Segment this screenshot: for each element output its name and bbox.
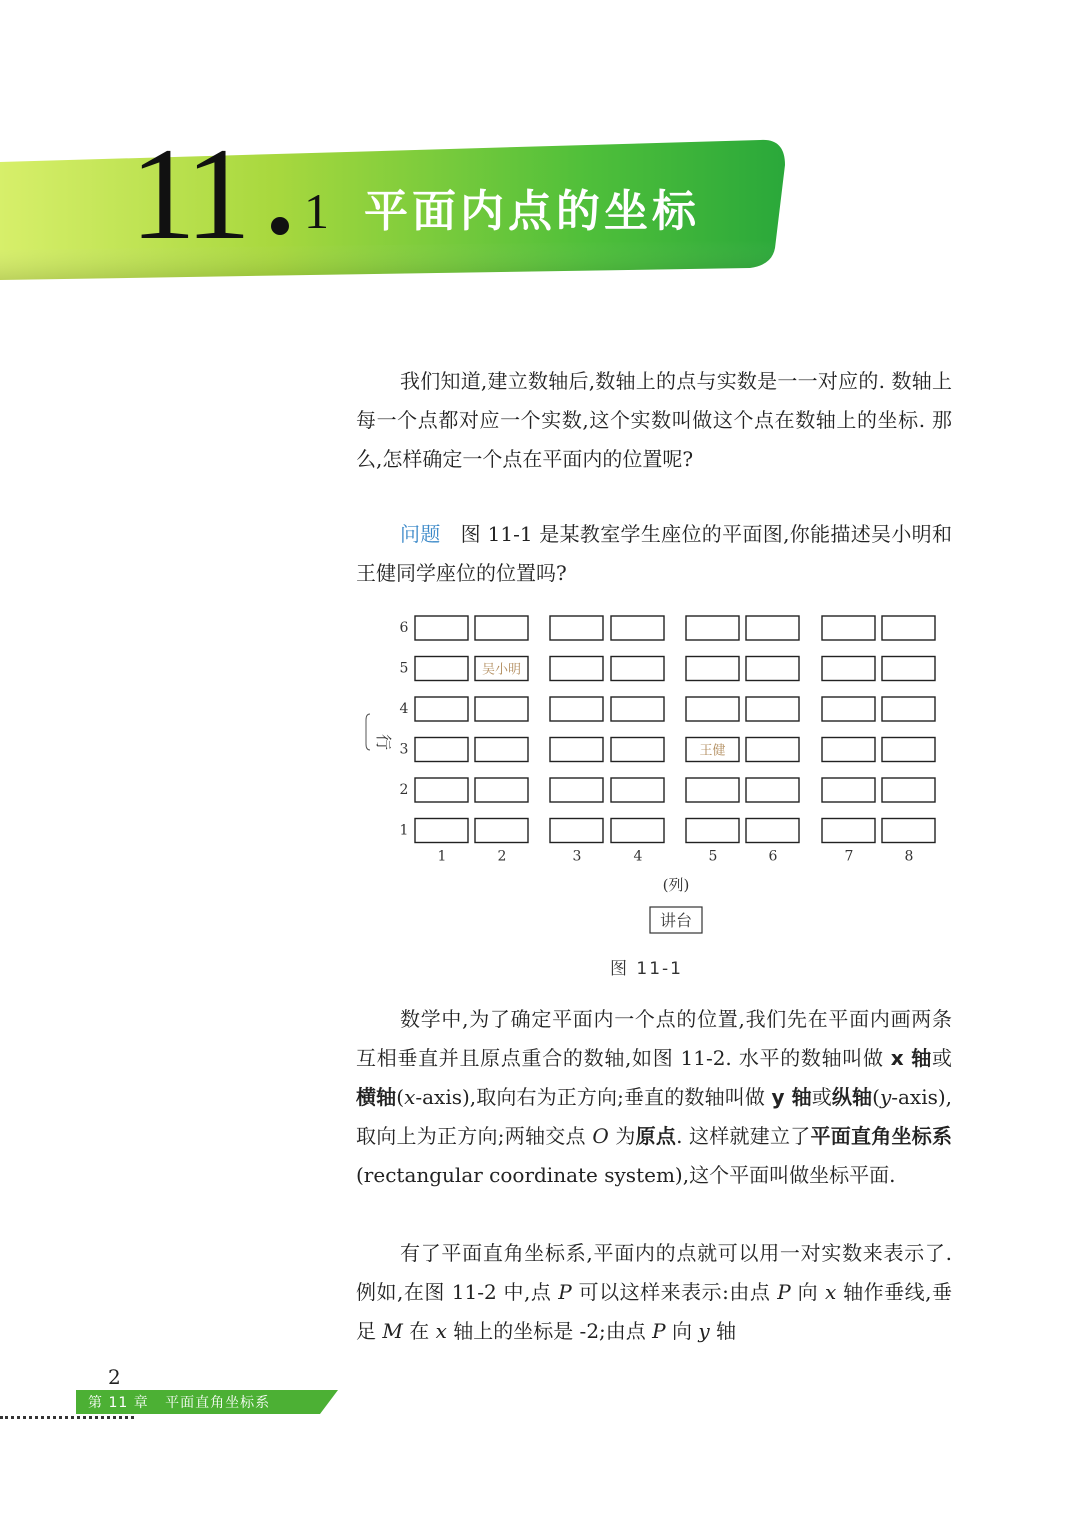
seat-desk <box>611 616 664 640</box>
seat-desk <box>475 616 528 640</box>
seat-desk <box>550 697 603 721</box>
intro-paragraph: 我们知道,建立数轴后,数轴上的点与实数是一一对应的. 数轴上每一个点都对应一个实数,这个实数叫做这个点在数轴上的坐标. 那么,怎样确定一个点在平面内的位置呢? <box>356 369 952 471</box>
seat-desk <box>611 738 664 762</box>
seat-desk <box>550 819 603 843</box>
seat-desk <box>882 778 935 802</box>
coordinate-system-paragraph <box>356 1000 952 1195</box>
text-segment: 或 <box>932 1046 952 1070</box>
footer-chapter-label: 第 11 章 平面直角坐标系 <box>88 1395 271 1411</box>
text-segment: -axis),取向上为正方向;两轴交点 <box>356 1085 953 1148</box>
seat-desk <box>822 697 875 721</box>
footer-dotted-rule <box>0 1416 134 1419</box>
row-label: 2 <box>399 782 409 798</box>
text-segment: 有了平面直角坐标系,平面内的点就可以用一对实数来表示了. 例如,在图 11-2 中,点 <box>356 1241 952 1304</box>
seat-desk <box>882 616 935 640</box>
seat-desk <box>686 616 739 640</box>
problem-text: 图 11-1 是某教室学生座位的平面图,你能描述吴小明和王健同学座位的位置吗? <box>356 522 952 585</box>
seat-desk <box>746 738 799 762</box>
seat-desk <box>475 697 528 721</box>
column-label: 5 <box>708 848 718 865</box>
seat-desk <box>746 697 799 721</box>
text-segment: 轴上的坐标是 -2;由点 <box>446 1319 653 1343</box>
text-segment: 轴 <box>709 1319 736 1343</box>
seat-desk <box>475 738 528 762</box>
row-label: 5 <box>399 660 409 677</box>
text-segment: ( <box>396 1085 405 1109</box>
seat-desk <box>882 657 935 681</box>
seat-desk <box>746 657 799 681</box>
seat-desk <box>686 697 739 721</box>
text-segment: (rectangular coordinate system),这个平面叫做坐标平面. <box>356 1163 896 1187</box>
figure-caption: 图 11-1 <box>610 959 683 979</box>
column-label: 7 <box>844 848 854 865</box>
term-coordinate-system: 平面直角坐标系 <box>810 1124 953 1148</box>
seat-desk <box>415 657 468 681</box>
seat-desk <box>686 657 739 681</box>
seat-desk <box>550 778 603 802</box>
text-segment: . 这样就建立了 <box>676 1124 811 1148</box>
text-segment: 向 <box>665 1319 699 1343</box>
seat-desk <box>415 697 468 721</box>
column-axis-label: (列) <box>662 876 690 894</box>
term-horizontal-axis: 横轴 <box>356 1085 397 1109</box>
term-vertical-axis: 纵轴 <box>831 1085 873 1109</box>
seat-desk <box>686 819 739 843</box>
page-number: 2 <box>108 1365 121 1389</box>
seat-desk <box>746 778 799 802</box>
seat-desk <box>415 616 468 640</box>
var-x: x <box>435 1319 447 1343</box>
var-p: P <box>777 1280 791 1304</box>
seat-desk <box>822 657 875 681</box>
seat-desk <box>550 738 603 762</box>
row-label: 1 <box>399 822 409 839</box>
seat-desk <box>611 657 664 681</box>
text-segment: 为 <box>608 1124 636 1148</box>
text-segment: 或 <box>811 1085 832 1109</box>
text-segment: 在 <box>402 1319 436 1343</box>
var-p: P <box>652 1319 666 1343</box>
text-segment: 轴作垂线,垂足 <box>356 1280 953 1343</box>
column-label: 2 <box>497 848 507 865</box>
seat-desk <box>475 778 528 802</box>
row-labels <box>400 620 409 839</box>
column-label: 4 <box>633 848 643 865</box>
student-name: 吴小明 <box>481 662 522 678</box>
seat-desk <box>550 657 603 681</box>
term-y-axis: y 轴 <box>771 1085 812 1109</box>
problem-label: 问题 <box>400 522 441 546</box>
seat-desk <box>882 819 935 843</box>
seat-grid <box>415 616 935 843</box>
var-m: M <box>382 1319 403 1343</box>
var-y: y <box>698 1319 710 1343</box>
seat-desk <box>746 819 799 843</box>
seat-desk <box>822 616 875 640</box>
var-origin: O <box>592 1124 609 1148</box>
column-label: 1 <box>437 848 447 865</box>
text-segment: 数学中,为了确定平面内一个点的位置,我们先在平面内画两条互相垂直并且原点重合的数轴,如图 11-2. 水平的数轴叫做 <box>356 1007 952 1070</box>
seating-chart-figure <box>362 604 952 944</box>
seat-desk <box>611 778 664 802</box>
column-label: 3 <box>572 848 582 865</box>
seat-desk <box>822 778 875 802</box>
podium-label: 讲台 <box>659 911 693 930</box>
section-dot <box>271 217 289 235</box>
seat-desk <box>475 819 528 843</box>
term-x-axis: x 轴 <box>890 1046 932 1070</box>
row-axis-bracket <box>366 714 370 750</box>
seat-desk <box>822 819 875 843</box>
var-x: x <box>824 1280 837 1304</box>
section-subnumber: 1 <box>304 183 329 239</box>
point-representation-paragraph <box>356 1234 952 1351</box>
problem-paragraph <box>356 515 952 593</box>
column-label: 6 <box>768 848 778 865</box>
section-number: 11 <box>130 120 246 267</box>
row-label: 3 <box>399 741 409 758</box>
seat-desk <box>611 697 664 721</box>
text-segment: -axis),取向右为正方向;垂直的数轴叫做 <box>415 1085 772 1109</box>
seat-desk <box>882 697 935 721</box>
seat-desk <box>415 738 468 762</box>
term-origin: 原点 <box>635 1124 677 1148</box>
text-segment: ( <box>872 1085 880 1109</box>
var-p: P <box>558 1280 572 1304</box>
seat-desk <box>882 738 935 762</box>
var-y: y <box>879 1085 892 1109</box>
column-labels <box>438 849 914 865</box>
column-label: 8 <box>904 848 914 865</box>
student-name: 王健 <box>699 743 726 759</box>
seat-desk <box>686 778 739 802</box>
row-axis-label: 行 <box>374 734 393 751</box>
row-label: 6 <box>399 620 409 636</box>
text-segment: 可以这样来表示:由点 <box>571 1280 778 1304</box>
seat-desk <box>415 778 468 802</box>
seat-desk <box>415 819 468 843</box>
var-x: x <box>404 1085 416 1109</box>
seat-desk <box>746 616 799 640</box>
seat-desk <box>822 738 875 762</box>
seat-desk <box>550 616 603 640</box>
row-label: 4 <box>399 701 409 717</box>
seat-desk <box>611 819 664 843</box>
text-segment: 向 <box>790 1280 825 1304</box>
section-title: 平面内点的坐标 <box>364 186 700 237</box>
